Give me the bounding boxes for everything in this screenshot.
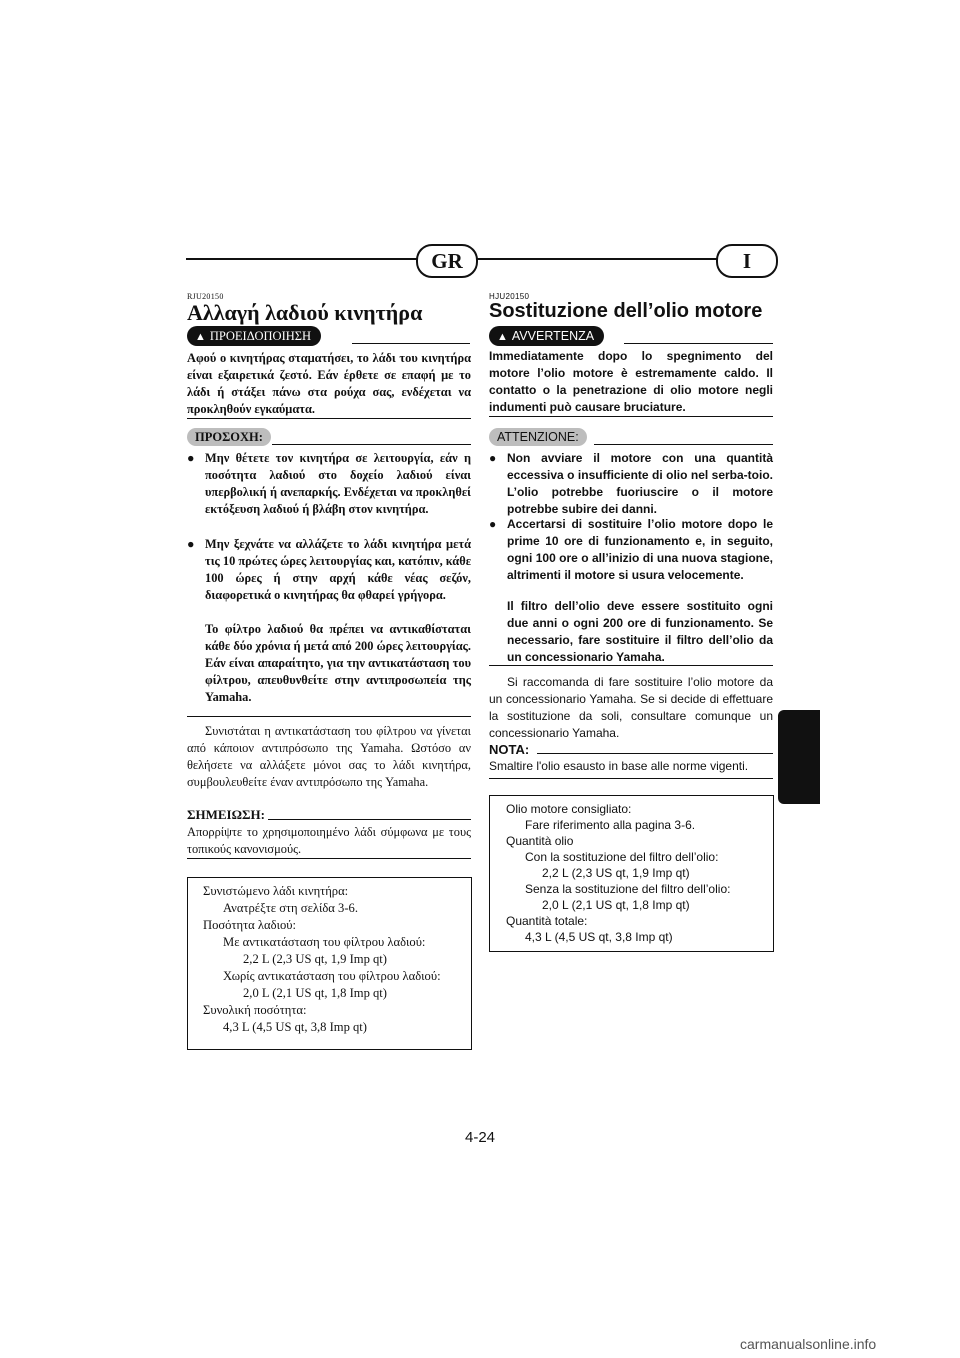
it-caution-rule <box>594 444 773 445</box>
it-spec-line: 2,2 L (2,3 US qt, 1,9 Imp qt) <box>542 866 690 880</box>
chapter-tab <box>778 710 820 804</box>
gr-spec-line: 4,3 L (4,5 US qt, 3,8 Imp qt) <box>223 1020 368 1034</box>
it-body-text: Si raccomanda di fare sostituire l’olio motore da un concessionario Yamaha. Se si decide di effettuare la sostituzione da soli, consultare comunque un concessionario Yamaha. <box>489 675 773 741</box>
gr-spec-line: Ανατρέξτε στη σελίδα 3-6. <box>223 901 358 915</box>
gr-warning-end-rule <box>187 418 471 419</box>
it-warning-label: AVVERTENZA <box>511 329 595 343</box>
it-spec-line: Quantità olio <box>506 834 574 848</box>
bullet-icon: ● <box>187 451 195 465</box>
gr-warning-badge <box>187 326 321 346</box>
it-section-code: HJU20150 <box>489 292 530 301</box>
it-spec-line: Senza la sostituzione del filtro dell’olio: <box>525 882 731 896</box>
gr-spec-box <box>187 877 472 1050</box>
gr-caution-bullet-2: ● Μην ξεχνάτε να αλλάζετε το λάδι κινητήρα μετά τις 10 πρώτες ώρες λειτουργίας και, κατόπιν, κάθε 100 ώρες ή στην αρχή κάθε νέας σεζόν, διαφορετικά ο κινητήρας θα φθαρεί γρήγορα. <box>187 537 471 603</box>
it-spec-line: Olio motore consigliato: <box>506 802 632 816</box>
language-tag-it: I <box>716 244 778 278</box>
it-note-text: Smaltire l'olio esausto in base alle norme vigenti. <box>489 759 749 773</box>
gr-note-text: Απορρίψτε το χρησιμοποιημένο λάδι σύμφωνα με τους τοπικούς κανονισμούς. <box>187 825 471 857</box>
it-warning-text: Immediatamente dopo lo spegnimento del motore l’olio motore è estremamente caldo. Il contatto o la penetrazione di olio motore negli indumenti può causare bruciature. <box>489 349 773 415</box>
it-section-title: Sostituzione dell’olio motore <box>489 300 763 322</box>
gr-warning-rule <box>352 343 470 344</box>
gr-spec-line: Συνολική ποσότητα: <box>203 1003 307 1017</box>
gr-section-title: Αλλαγή λαδιού κινητήρα <box>187 300 423 325</box>
it-caution-bullet-1: ● Non avviare il motore con una quantità eccessiva o insufficiente di olio nel serba-toio. L’olio potrebbe fuoriuscire o il motore potrebbe subire dei danni. <box>489 451 773 517</box>
gr-body-text: Συνιστάται η αντικατάσταση του φίλτρου να γίνεται από κάποιον αντιπρόσωπο της Yamaha. Ωστόσο αν θελήσετε να αλλάξετε μόνοι σας το λάδι κινητήρα, συμβουλευθείτε έναν αντιπρόσωπο της Yamaha. <box>187 724 471 790</box>
it-spec-line: Quantità totale: <box>506 914 588 928</box>
gr-caution-end-rule <box>187 716 471 717</box>
it-note-rule <box>537 753 773 754</box>
gr-spec-line: Με αντικατάσταση του φίλτρου λαδιού: <box>223 935 426 949</box>
warning-icon: ▲ <box>497 331 508 343</box>
gr-section-code: RJU20150 <box>187 292 224 301</box>
page-number: 4-24 <box>464 1129 496 1146</box>
bullet-icon: ● <box>489 451 497 465</box>
gr-warning-label: ΠΡΟΕΙΔΟΠΟΙΗΣΗ <box>209 329 312 343</box>
it-warning-end-rule <box>489 416 773 417</box>
watermark: carmanualsonline.info <box>740 1336 877 1352</box>
gr-spec-line: 2,0 L (2,1 US qt, 1,8 Imp qt) <box>243 986 388 1000</box>
gr-note-end-rule <box>187 858 471 859</box>
it-spec-line: 2,0 L (2,1 US qt, 1,8 Imp qt) <box>542 898 690 912</box>
gr-spec-line: Συνιστώμενο λάδι κινητήρα: <box>203 884 349 898</box>
gr-note-label: ΣΗΜΕΙΩΣΗ: <box>187 807 265 822</box>
it-spec-box <box>489 795 774 952</box>
it-caution-bullet-2: ● Accertarsi di sostituire l’olio motore dopo le prime 10 ore di funzionamento e, in seguito, ogni 100 ore o all’inizio di una nuova stagione, altrimenti il motore si usura velocemente. <box>489 517 773 583</box>
it-warning-rule <box>624 343 773 344</box>
it-spec-line: 4,3 L (4,5 US qt, 3,8 Imp qt) <box>525 930 673 944</box>
it-caution-badge: ATTENZIONE: <box>489 428 587 446</box>
gr-caution-badge: ΠΡΟΣΟΧΗ: <box>187 428 271 446</box>
warning-icon: ▲ <box>195 331 206 343</box>
it-spec-line: Fare riferimento alla pagina 3-6. <box>525 818 696 832</box>
bullet-icon: ● <box>489 517 497 531</box>
it-warning-badge <box>489 326 604 346</box>
gr-spec-line: Χωρίς αντικατάσταση του φίλτρου λαδιού: <box>223 969 441 983</box>
header-rule <box>186 258 774 260</box>
gr-note-rule <box>268 819 471 820</box>
it-spec-line: Con la sostituzione del filtro dell’olio: <box>525 850 719 864</box>
gr-caution-bullet-2b: Το φίλτρο λαδιού θα πρέπει να αντικαθίσταται κάθε δύο χρόνια ή μετά από 200 ώρες λειτουργίας. Εάν είναι απαραίτητο, για την αντικατάσταση του φίλτρου, απευθυνθείτε στην αντιπροσωπεία της Yamaha. <box>205 622 471 705</box>
gr-warning-text: Αφού ο κινητήρας σταματήσει, το λάδι του κινητήρα είναι εξαιρετικά ζεστό. Εάν έρθετε σε επαφή με το λάδι ή στάξει πάνω στα ρούχα σας, ενδέχεται να προκληθούν εγκαύματα. <box>187 351 471 417</box>
gr-spec-line: Ποσότητα λαδιού: <box>203 918 296 932</box>
it-caution-bullet-2b: Il filtro dell’olio deve essere sostituito ogni due anni o ogni 200 ore di funzionamento. Se necessario, fare sostituire il filtro dell’olio da un concessionario Yamaha. <box>507 599 773 665</box>
bullet-icon: ● <box>187 537 195 551</box>
it-note-label: NOTA: <box>489 742 530 757</box>
it-caution-end-rule <box>489 665 773 666</box>
it-note-end-rule <box>489 778 773 779</box>
language-tag-gr: GR <box>416 244 478 278</box>
gr-caution-bullet-1: ● Μην θέτετε τον κινητήρα σε λειτουργία, εάν η ποσότητα λαδιού στο δοχείο λαδιού είναι υπερβολική ή ανεπαρκής. Ενδέχεται να προκληθεί εκτόξευση λαδιού ή βλάβη στον κινητήρα. <box>187 451 471 517</box>
gr-caution-rule <box>272 444 471 445</box>
gr-spec-line: 2,2 L (2,3 US qt, 1,9 Imp qt) <box>243 952 388 966</box>
